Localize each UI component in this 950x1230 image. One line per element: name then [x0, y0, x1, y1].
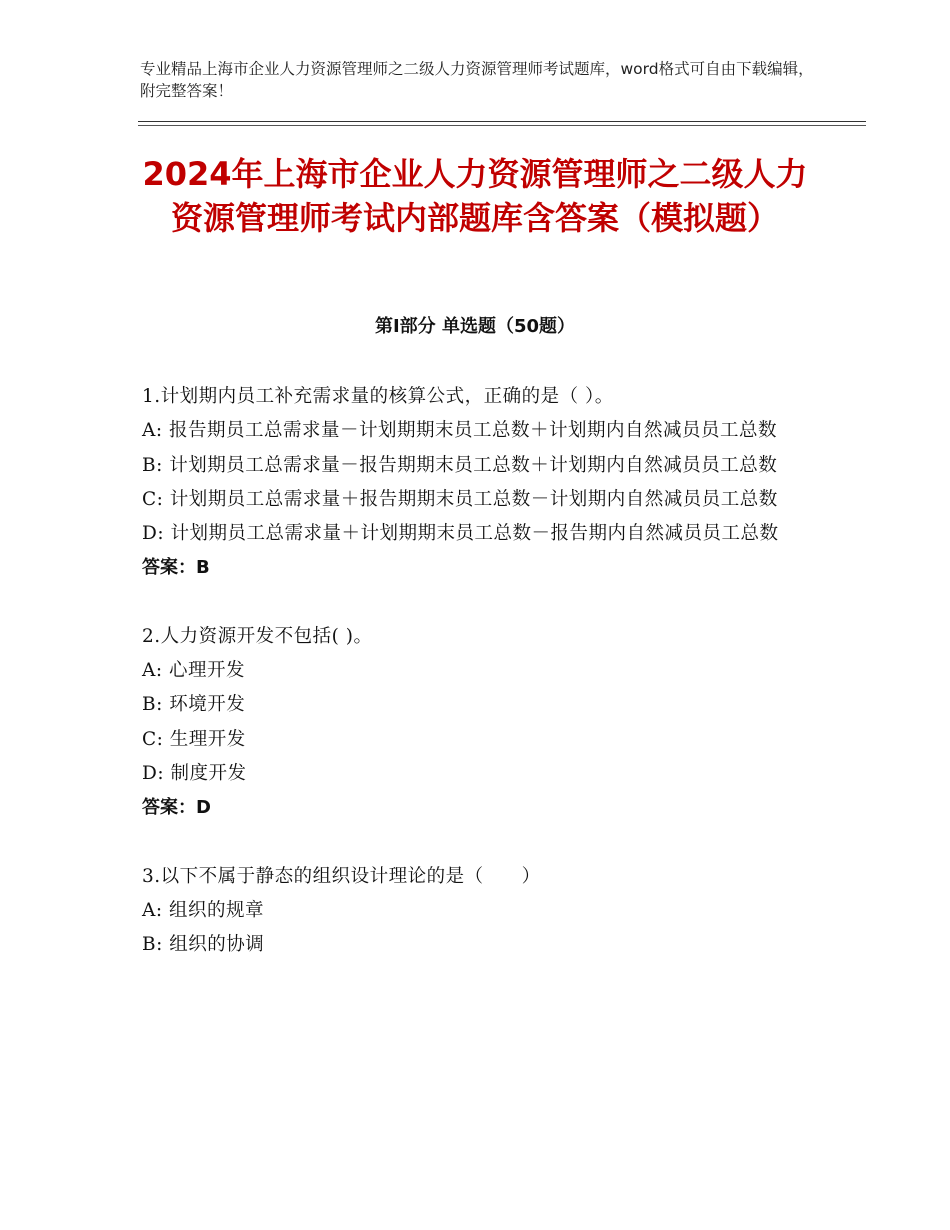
option-b: B: 组织的协调	[142, 934, 265, 956]
option-b: B: 环境开发	[142, 694, 246, 716]
option-a: A: 组织的规章	[142, 899, 264, 921]
option-c: C: 生理开发	[142, 728, 246, 750]
question-list	[142, 380, 810, 996]
option-a: A: 心理开发	[142, 660, 245, 682]
option-d: D: 计划期员工总需求量＋计划期期末员工总数－报告期内自然减员员工总数	[142, 523, 779, 545]
answer: 答案：B	[142, 557, 210, 579]
option-d: D: 制度开发	[142, 762, 247, 784]
question-1	[142, 380, 810, 586]
header-divider	[138, 121, 866, 122]
option-a: A: 报告期员工总需求量－计划期期末员工总数＋计划期内自然减员员工总数	[142, 420, 777, 442]
document-title: 2024年上海市企业人力资源管理师之二级人力资源管理师考试内部题库含答案（模拟题）	[142, 155, 808, 237]
question-stem: 2.人力资源开发不包括( )。	[142, 625, 373, 647]
section-heading: 第Ⅰ部分 单选题（50题）	[374, 316, 575, 337]
header-note: 专业精品上海市企业人力资源管理师之二级人力资源管理师考试题库，word格式可自由下载编辑，附完整答案！	[140, 60, 814, 100]
header-divider-secondary	[138, 125, 866, 126]
option-b: B: 计划期员工总需求量－报告期期末员工总数＋计划期内自然减员员工总数	[142, 454, 778, 476]
question-stem: 1.计划期内员工补充需求量的核算公式，正确的是（ ）。	[142, 386, 614, 407]
answer: 答案：D	[142, 797, 211, 819]
question-stem: 3.以下不属于静态的组织设计理论的是（ ）	[142, 865, 541, 887]
question-3	[142, 860, 810, 963]
question-2	[142, 620, 810, 826]
option-c: C: 计划期员工总需求量＋报告期期末员工总数－计划期内自然减员员工总数	[142, 488, 778, 510]
